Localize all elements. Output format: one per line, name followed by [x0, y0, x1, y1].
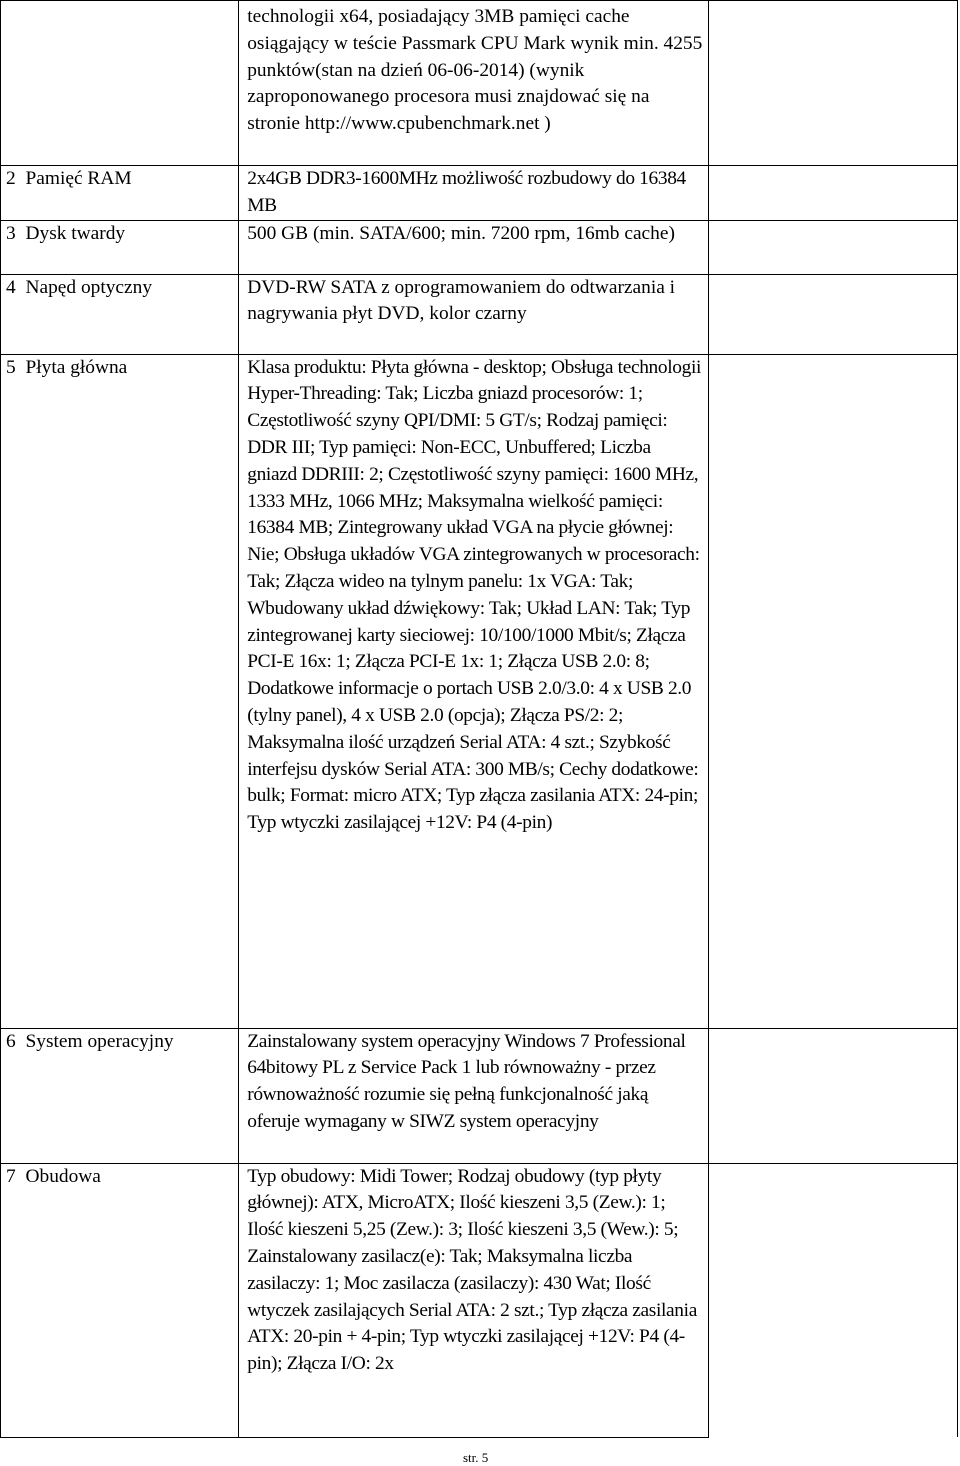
- component-description: DVD-RW SATA z oprogramowaniem do odtwarzania i nagrywania płyt DVD, kolor czarny: [239, 274, 708, 354]
- offered-parameters-cell: [708, 354, 957, 1028]
- offered-parameters-cell: [708, 220, 957, 274]
- spec-row-case: [1, 1163, 958, 1437]
- component-description: technologii x64, posiadający 3MB pamięci cache osiągający w teście Passmark CPU Mark wynik min. 4255 punktów(stan na dzień 06-06-2014) (wynik zaproponowanego procesora musi znajdować się na stronie http://www.cpubenchmark.net ): [239, 1, 708, 166]
- spec-row-motherboard: [1, 354, 958, 1028]
- row-number: 2: [1, 166, 10, 221]
- row-number: 7: [1, 1163, 10, 1437]
- spec-row-hard-disk: [1, 220, 958, 274]
- component-name: [10, 1, 239, 166]
- component-name: System operacyjny: [10, 1028, 239, 1163]
- offered-parameters-cell: [708, 166, 957, 221]
- offered-parameters-cell: [708, 1163, 957, 1437]
- component-name: Dysk twardy: [10, 220, 239, 274]
- component-description: Zainstalowany system operacyjny Windows 7 Professional 64bitowy PL z Service Pack 1 lub równoważny - przez równoważność rozumie się pełną funkcjonalność jaką oferuje wymagany w SIWZ system operacyjny: [239, 1028, 708, 1163]
- component-name: Pamięć RAM: [10, 166, 239, 221]
- row-number: 3: [1, 220, 10, 274]
- offered-parameters-cell: [708, 274, 957, 354]
- component-description: Typ obudowy: Midi Tower; Rodzaj obudowy (typ płyty głównej): ATX, MicroATX; Ilość kieszeni 3,5 (Zew.): 1; Ilość kieszeni 5,25 (Zew.): 3; Ilość kieszeni 3,5 (Wew.): 5; Zainstalowany zasilacz(e): Tak; Maksymalna liczba zasilaczy: 1; Moc zasilacza (zasilaczy): 430 Wat; Ilość wtyczek zasilających Serial ATA: 2 szt.; Typ złącza zasilania ATX: 20-pin + 4-pin; Typ wtyczki zasilającej +12V: P4 (4-pin); Złącza I/O: 2x: [239, 1163, 708, 1437]
- row-number: [1, 1, 10, 166]
- page-number: str. 5: [463, 1450, 489, 1465]
- component-description: 500 GB (min. SATA/600; min. 7200 rpm, 16mb cache): [239, 220, 708, 274]
- spec-row-operating-system: [1, 1028, 958, 1163]
- component-name: Obudowa: [10, 1163, 239, 1437]
- component-description: Klasa produktu: Płyta główna - desktop; Obsługa technologii Hyper-Threading: Tak; Liczba gniazd procesorów: 1; Częstotliwość szyny QPI/DMI: 5 GT/s; Rodzaj pamięci: DDR III; Typ pamięci: Non-ECC, Unbuffered; Liczba gniazd DDRIII: 2; Częstotliwość szyny pamięci: 1600 MHz, 1333 MHz, 1066 MHz; Maksymalna wielkość pamięci: 16384 MB; Zintegrowany układ VGA na płycie głównej: Nie; Obsługa układów VGA zintegrowanych w procesorach: Tak; Złącza wideo na tylnym panelu: 1x VGA: Tak; Wbudowany układ dźwiękowy: Tak; Układ LAN: Tak; Typ zintegrowanej karty sieciowej: 10/100/1000 Mbit/s; Złącza PCI-E 16x: 1; Złącza PCI-E 1x: 1; Złącza USB 2.0: 8; Dodatkowe informacje o portach USB 2.0/3.0: 4 x USB 2.0 (tylny panel), 4 x USB 2.0 (opcja); Złącza PS/2: 2; Maksymalna ilość urządzeń Serial ATA: 4 szt.; Szybkość interfejsu dysków Serial ATA: 300 MB/s; Cechy dodatkowe: bulk; Format: micro ATX; Typ złącza zasilania ATX: 24-pin; Typ wtyczki zasilającej +12V: P4 (4-pin): [239, 354, 708, 1028]
- component-name: Napęd optyczny: [10, 274, 239, 354]
- offered-parameters-cell: [708, 1, 957, 166]
- offered-parameters-cell: [708, 1028, 957, 1163]
- spec-row-optical-drive: [1, 274, 958, 354]
- row-number: 5: [1, 354, 10, 1028]
- row-number: 6: [1, 1028, 10, 1163]
- spec-row-ram: [1, 166, 958, 221]
- spec-row-cpu-continuation: [1, 1, 958, 166]
- row-number: 4: [1, 274, 10, 354]
- component-description: 2x4GB DDR3-1600MHz możliwość rozbudowy do 16384 MB: [239, 166, 708, 221]
- component-name: Płyta główna: [10, 354, 239, 1028]
